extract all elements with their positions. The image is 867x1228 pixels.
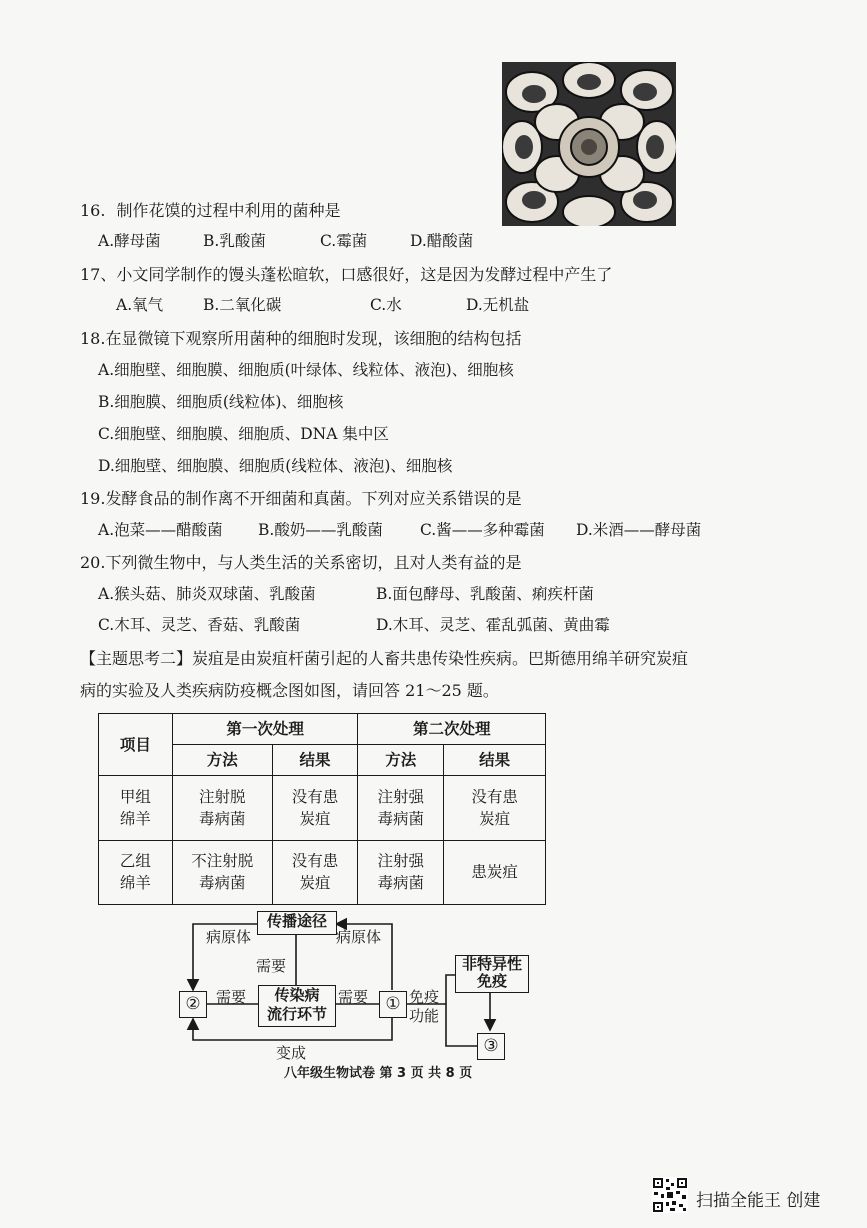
option-a: A.猴头菇、肺炎双球菌、乳酸菌 bbox=[98, 585, 316, 603]
header-first-treatment: 第一次处理 bbox=[172, 714, 358, 745]
box-line: 免疫 bbox=[476, 972, 507, 990]
option-c: C.细胞壁、细胞膜、细胞质、DNA 集中区 bbox=[98, 425, 389, 443]
option-d: D.米酒——酵母菌 bbox=[576, 521, 702, 539]
header-method: 方法 bbox=[172, 745, 272, 776]
option-b: B.乳酸菌 bbox=[203, 232, 266, 250]
circle-2-box: ② bbox=[179, 991, 207, 1018]
cell-line: 注射脱 bbox=[198, 787, 246, 806]
cell-line: 毒病菌 bbox=[377, 809, 425, 828]
header-second-treatment: 第二次处理 bbox=[358, 714, 546, 745]
theme-intro-line1: 【主题思考二】炭疽是由炭疽杆菌引起的人畜共患传染性疾病。巴斯德用绵羊研究炭疽 bbox=[80, 649, 689, 668]
box-line: 非特异性 bbox=[461, 955, 522, 973]
need-label-top: 需要 bbox=[256, 957, 287, 975]
cell-line: 注射强 bbox=[377, 852, 425, 871]
become-label: 变成 bbox=[276, 1044, 307, 1062]
cell-line: 炭疽 bbox=[479, 809, 511, 828]
question-text: 发酵食品的制作离不开细菌和真菌。下列对应关系错误的是 bbox=[105, 489, 522, 508]
cell-line: 不注射脱 bbox=[191, 852, 254, 871]
page-footer: 八年级生物试卷 第 3 页 共 8 页 bbox=[284, 1066, 473, 1081]
cell-line: 没有患 bbox=[291, 787, 339, 806]
cell-line: 绵羊 bbox=[119, 874, 151, 893]
theme-intro-line2: 病的实验及人类疾病防疫概念图如图，请回答 21～25 题。 bbox=[80, 681, 499, 700]
option-a: A.泡菜——醋酸菌 bbox=[98, 521, 223, 539]
question-number: 18. bbox=[80, 329, 106, 348]
question-text: 制作花馍的过程中利用的菌种是 bbox=[116, 201, 341, 220]
question-number: 17、 bbox=[80, 265, 117, 284]
cell-line: 绵羊 bbox=[119, 809, 151, 828]
circle-1-box: ① bbox=[379, 991, 407, 1018]
cell-line: 炭疽 bbox=[299, 874, 331, 893]
need-label-left: 需要 bbox=[216, 988, 247, 1006]
option-a: A.细胞壁、细胞膜、细胞质(叶绿体、线粒体、液泡)、细胞核 bbox=[98, 361, 514, 379]
question-text: 小文同学制作的馒头蓬松暄软，口感很好，这是因为发酵过程中产生了 bbox=[116, 265, 613, 284]
option-c: C.水 bbox=[370, 296, 402, 314]
label-line: 免疫 bbox=[409, 988, 440, 1006]
cell-line: 患炭疽 bbox=[471, 863, 518, 882]
cell-line: 乙组 bbox=[119, 852, 151, 871]
option-d: D.木耳、灵芝、霍乱弧菌、黄曲霉 bbox=[376, 616, 610, 634]
need-label-right: 需要 bbox=[338, 988, 369, 1006]
option-d: D.细胞壁、细胞膜、细胞质(线粒体、液泡)、细胞核 bbox=[98, 457, 453, 475]
header-result: 结果 bbox=[444, 745, 546, 776]
option-b: B.细胞膜、细胞质(线粒体)、细胞核 bbox=[98, 393, 344, 411]
watermark-text: 扫描全能王 创建 bbox=[696, 1191, 821, 1211]
immune-function-label bbox=[409, 988, 439, 1026]
option-a: A.酵母菌 bbox=[98, 232, 161, 250]
circle-3-box: ③ bbox=[477, 1033, 505, 1060]
transmission-route-box: 传播途径 bbox=[257, 911, 337, 935]
question-number: 19. bbox=[80, 489, 106, 508]
question-text: 在显微镜下观察所用菌种的细胞时发现，该细胞的结构包括 bbox=[105, 329, 522, 348]
cell-line: 毒病菌 bbox=[198, 874, 246, 893]
option-d: D.无机盐 bbox=[466, 296, 530, 314]
label-line: 功能 bbox=[409, 1007, 440, 1025]
option-b: B.酸奶——乳酸菌 bbox=[258, 521, 383, 539]
option-c: C.木耳、灵芝、香菇、乳酸菌 bbox=[98, 616, 301, 634]
option-b: B.面包酵母、乳酸菌、痢疾杆菌 bbox=[376, 585, 594, 603]
question-number: 16. bbox=[80, 201, 106, 220]
question-text: 下列微生物中，与人类生活的关系密切，且对人类有益的是 bbox=[105, 553, 522, 572]
cell-line: 没有患 bbox=[291, 852, 339, 871]
qr-code-icon bbox=[652, 1177, 688, 1213]
epidemic-links-box bbox=[258, 985, 336, 1027]
cell-line: 毒病菌 bbox=[377, 874, 425, 893]
header-result: 结果 bbox=[272, 745, 358, 776]
option-a: A.氧气 bbox=[116, 296, 164, 314]
cell-line: 炭疽 bbox=[299, 809, 331, 828]
option-b: B.二氧化碳 bbox=[203, 296, 282, 314]
pathogen-label-right: 病原体 bbox=[336, 928, 382, 946]
nonspecific-immunity-box bbox=[455, 955, 529, 993]
header-item: 项目 bbox=[99, 714, 173, 776]
pathogen-label-left: 病原体 bbox=[206, 928, 252, 946]
option-d: D.醋酸菌 bbox=[410, 232, 474, 250]
cell-line: 注射强 bbox=[377, 787, 425, 806]
cell-line: 甲组 bbox=[119, 787, 151, 806]
question-number: 20. bbox=[80, 553, 106, 572]
cell-line: 毒病菌 bbox=[198, 809, 246, 828]
option-c: C.霉菌 bbox=[320, 232, 368, 250]
header-method: 方法 bbox=[358, 745, 444, 776]
cell-line: 没有患 bbox=[471, 787, 518, 806]
box-line: 传染病 bbox=[274, 986, 320, 1004]
option-c: C.酱——多种霉菌 bbox=[420, 521, 545, 539]
box-line: 流行环节 bbox=[266, 1005, 327, 1023]
